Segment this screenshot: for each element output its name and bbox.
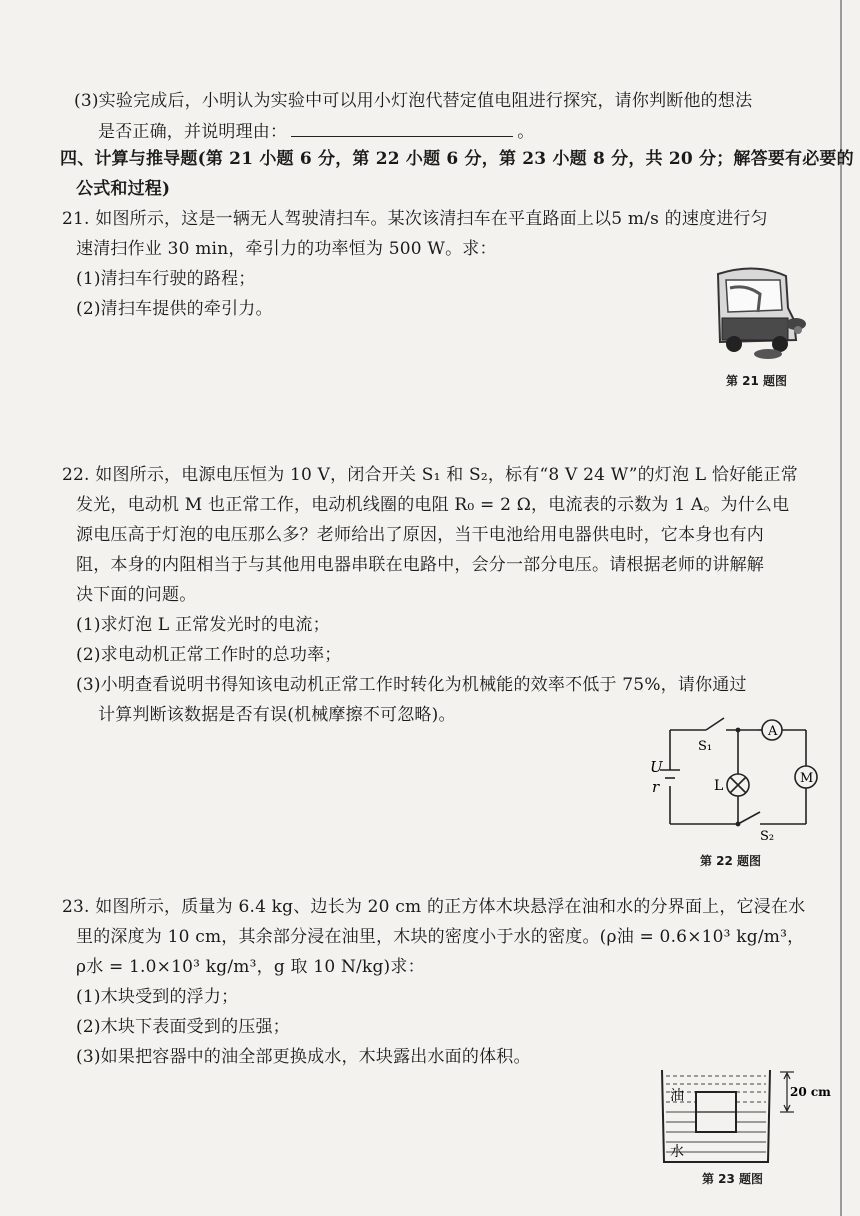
q20-3-line2-end: 。 [517, 122, 535, 142]
q21-line1: 21. 如图所示，这是一辆无人驾驶清扫车。某次该清扫车在平直路面上以5 m/s 的速度进行匀 [62, 209, 768, 229]
oil-label: 油 [670, 1088, 684, 1104]
q22-sub1: (1)求灯泡 L 正常发光时的电流； [76, 615, 330, 635]
water-label: 水 [670, 1144, 684, 1160]
q23-line3: ρ水 = 1.0×10³ kg/m³，g 取 10 N/kg)求： [76, 957, 425, 977]
q22-line5: 决下面的问题。 [76, 585, 197, 605]
q23-line2: 里的深度为 10 cm，其余部分浸在油里，木块的密度小于水的密度。(ρ油 = 0.6×10³ kg/m³， [76, 927, 805, 947]
q23-line1: 23. 如图所示，质量为 6.4 kg、边长为 20 cm 的正方体木块悬浮在油和水的分界面上，它浸在水 [62, 897, 806, 917]
q22-circuit-diagram [640, 712, 830, 842]
q21-line2: 速清扫作业 30 min，牵引力的功率恒为 500 W。求： [76, 239, 497, 259]
section4-header-line1: 四、计算与推导题(第 21 小题 6 分，第 22 小题 6 分，第 23 小题 8 分，共 20 分；解答要有必要的 [60, 149, 854, 169]
q22-line2: 发光，电动机 M 也正常工作，电动机线圈的电阻 R₀ = 2 Ω，电流表的示数为 1 A。为什么电 [76, 495, 790, 515]
sweeper-vehicle-figure [700, 258, 810, 368]
page-edge [840, 0, 842, 1216]
motor-label: M [800, 771, 814, 786]
q22-line1: 22. 如图所示，电源电压恒为 10 V，闭合开关 S₁ 和 S₂，标有“8 V 24 W”的灯泡 L 恰好能正常 [62, 465, 798, 485]
q22-sub3-line2: 计算判断该数据是否有误(机械摩擦不可忽略)。 [98, 705, 456, 725]
q22-sub3-line1: (3)小明查看说明书得知该电动机正常工作时转化为机械能的效率不低于 75%，请你通过 [76, 675, 747, 695]
ammeter-label: A [768, 724, 778, 739]
q23-sub1: (1)木块受到的浮力； [76, 987, 239, 1007]
lamp-label: L [714, 778, 724, 794]
q20-3-line1: (3)实验完成后，小明认为实验中可以用小灯泡代替定值电阻进行探究，请你判断他的想法 [74, 91, 753, 111]
q22-line3: 源电压高于灯泡的电压那么多？老师给出了原因，当干电池给用电器供电时，它本身也有内 [76, 525, 764, 545]
switch-s2-label: S₂ [760, 829, 775, 844]
voltage-label: U [650, 758, 663, 776]
dimension-label: 20 cm [790, 1085, 831, 1099]
q21-caption: 第 21 题图 [726, 374, 788, 388]
q21-sub1: (1)清扫车行驶的路程； [76, 269, 256, 289]
section4-header-line2: 公式和过程) [76, 179, 171, 199]
q22-sub2: (2)求电动机正常工作时的总功率； [76, 645, 342, 665]
q23-caption: 第 23 题图 [702, 1172, 764, 1186]
q23-sub2: (2)木块下表面受到的压强； [76, 1017, 290, 1037]
q22-caption: 第 22 题图 [700, 854, 762, 868]
q20-3-line2 [98, 118, 534, 145]
q20-3-line2-text: 是否正确，并说明理由： [98, 122, 288, 142]
q23-sub3: (3)如果把容器中的油全部更换成水，木块露出水面的体积。 [76, 1047, 531, 1067]
q21-sub2: (2)清扫车提供的牵引力。 [76, 299, 273, 319]
resistance-label: r [652, 778, 660, 796]
q22-line4: 阻，本身的内阻相当于与其他用电器串联在电路中，会分一部分电压。请根据老师的讲解解 [76, 555, 764, 575]
switch-s1-label: S₁ [698, 739, 713, 754]
answer-blank[interactable] [291, 118, 513, 137]
q23-container-diagram [656, 1066, 831, 1168]
